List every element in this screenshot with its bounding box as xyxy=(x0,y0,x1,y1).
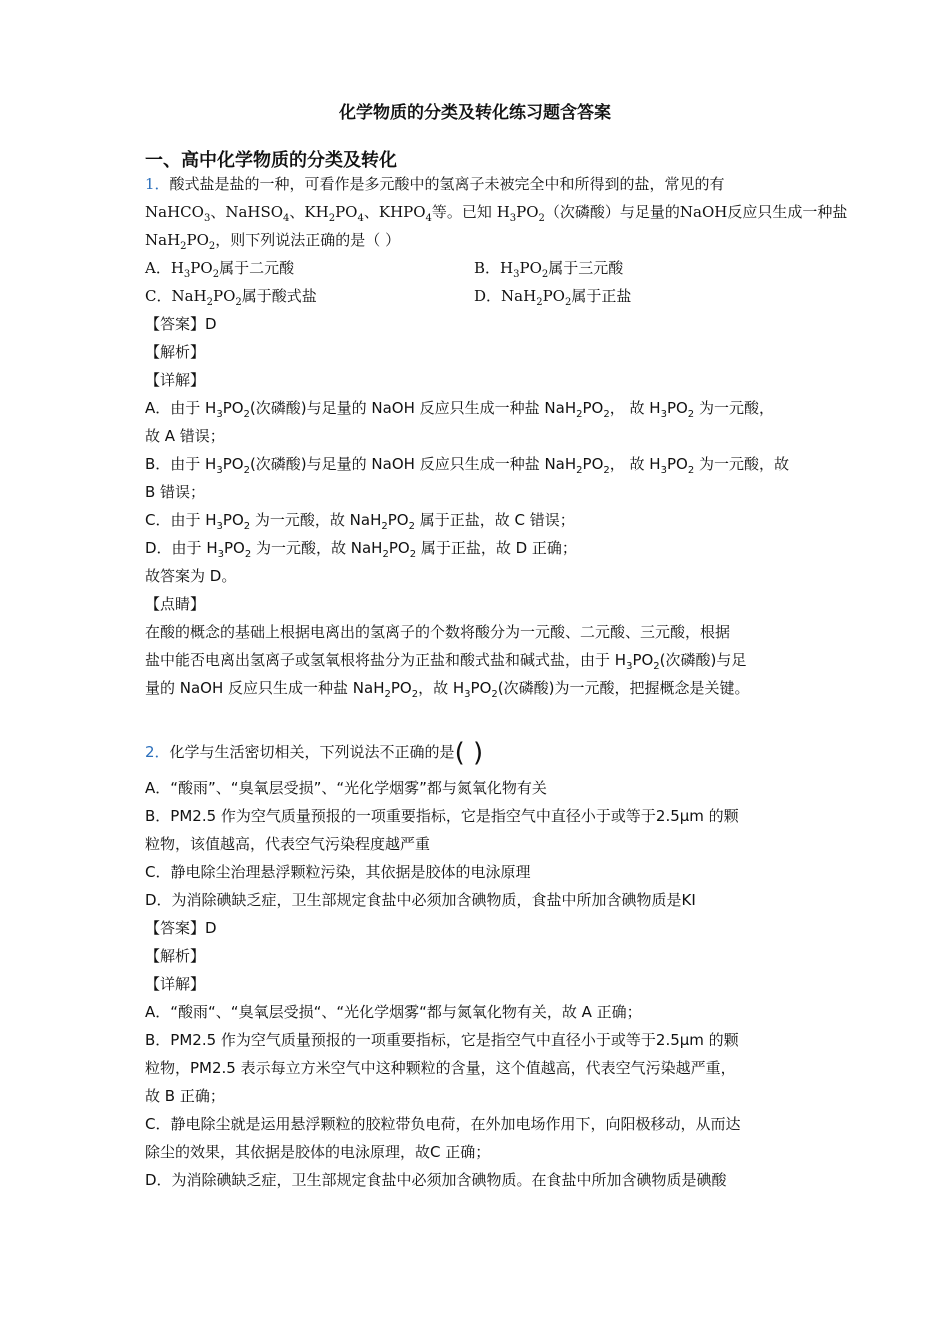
q2-option-b: B．PM2.5 作为空气质量预报的一项重要指标，它是指空气中直径小于或等于2.5μm 的颗 xyxy=(145,807,739,825)
q2-option-a: A．“酸雨”、“臭氧层受损”、“光化学烟雾”都与氮氧化物有关 xyxy=(145,779,547,797)
section-heading: 一、高中化学物质的分类及转化 xyxy=(145,150,397,171)
q1-stem-line-2: NaHCO$_3$、NaHSO$_4$、$KH_2PO_4$、$KHPO_4$等。已知 $H_3PO_2$（次磷酸）与足量的NaOH反应只生成一种盐 xyxy=(145,203,848,224)
q2-option-d: D．为消除碘缺乏症，卫生部规定食盐中必须加含碘物质，食盐中所加含碘物质是KI xyxy=(145,891,696,909)
question-number: 1． xyxy=(145,175,170,193)
q1-answer: 【答案】D xyxy=(145,315,217,333)
q2-explanation-c: C．静电除尘就是运用悬浮颗粒的胶粒带负电荷，在外加电场作用下，向阳极移动，从而达 xyxy=(145,1115,741,1133)
q1-stem-line-3: $NaH_2PO_2$，则下列说法正确的是（ ） xyxy=(145,231,401,252)
q1-explanation-a: A．由于 $H_3PO_2$(次磷酸)与足量的 NaOH 反应只生成一种盐 $NaH_2PO_2$， 故 $H_3PO_2$ 为一元酸， xyxy=(145,399,774,420)
q2-detail-heading: 【详解】 xyxy=(145,975,206,993)
q1-analysis-heading: 【解析】 xyxy=(145,343,206,361)
q1-detail-heading: 【详解】 xyxy=(145,371,206,389)
q2-option-c: C．静电除尘治理悬浮颗粒污染，其依据是胶体的电泳原理 xyxy=(145,863,531,881)
q2-option-b-cont: 粒物，该值越高，代表空气污染程度越严重 xyxy=(145,835,431,853)
q1-stem-line-1: 1．酸式盐是盐的一种，可看作是多元酸中的氢离子未被完全中和所得到的盐，常见的有 xyxy=(145,175,725,193)
q2-explanation-b: B．PM2.5 作为空气质量预报的一项重要指标，它是指空气中直径小于或等于2.5μm 的颗 xyxy=(145,1031,739,1049)
page-title: 化学物质的分类及转化练习题含答案 xyxy=(339,103,611,123)
q2-explanation-d: D．为消除碘缺乏症，卫生部规定食盐中必须加含碘物质。在食盐中所加含碘物质是碘酸 xyxy=(145,1171,727,1189)
q1-option-d: D．$NaH_2PO_2$属于正盐 xyxy=(474,287,632,308)
q2-explanation-c-cont: 除尘的效果，其依据是胶体的电泳原理，故C 正确； xyxy=(145,1143,491,1161)
q2-stem: 2．化学与生活密切相关，下列说法不正确的是( ) xyxy=(145,738,484,768)
q1-explanation-a-cont: 故 A 错误； xyxy=(145,427,225,445)
q1-explanation-b: B．由于 $H_3PO_2$(次磷酸)与足量的 NaOH 反应只生成一种盐 $NaH_2PO_2$， 故 $H_3PO_2$ 为一元酸，故 xyxy=(145,455,789,476)
q1-point-line-3: 量的 NaOH 反应只生成一种盐 $NaH_2PO_2$，故 $H_3PO_2$(次磷酸)为一元酸，把握概念是关键。 xyxy=(145,679,750,700)
q1-option-c: C．$NaH_2PO_2$属于酸式盐 xyxy=(145,287,317,308)
q2-analysis-heading: 【解析】 xyxy=(145,947,206,965)
q1-option-b: B．$H_3PO_2$属于三元酸 xyxy=(474,259,624,280)
q2-explanation-a: A．“酸雨“、“臭氧层受损“、“光化学烟雾“都与氮氧化物有关，故 A 正确； xyxy=(145,1003,642,1021)
q1-point-line-1: 在酸的概念的基础上根据电离出的氢离子的个数将酸分为一元酸、二元酸、三元酸，根据 xyxy=(145,623,731,641)
question-number: 2． xyxy=(145,743,170,761)
q1-point-line-2: 盐中能否电离出氢离子或氢氧根将盐分为正盐和酸式盐和碱式盐，由于 $H_3PO_2$(次磷酸)与足 xyxy=(145,651,747,672)
q2-answer: 【答案】D xyxy=(145,919,217,937)
q2-explanation-b-cont-1: 粒物，PM2.5 表示每立方米空气中这种颗粒的含量，这个值越高，代表空气污染越严重， xyxy=(145,1059,736,1077)
q1-explanation-b-cont: B 错误； xyxy=(145,483,206,501)
q1-conclusion: 故答案为 D。 xyxy=(145,567,237,585)
q1-explanation-d: D．由于 $H_3PO_2$ 为一元酸，故 $NaH_2PO_2$ 属于正盐，故 D 正确； xyxy=(145,539,577,560)
q1-explanation-c: C．由于 $H_3PO_2$ 为一元酸，故 $NaH_2PO_2$ 属于正盐，故 C 错误； xyxy=(145,511,575,532)
q2-explanation-b-cont-2: 故 B 正确； xyxy=(145,1087,225,1105)
q1-option-a: A．$H_3PO_2$属于二元酸 xyxy=(145,259,295,280)
q1-point-heading: 【点睛】 xyxy=(145,595,206,613)
